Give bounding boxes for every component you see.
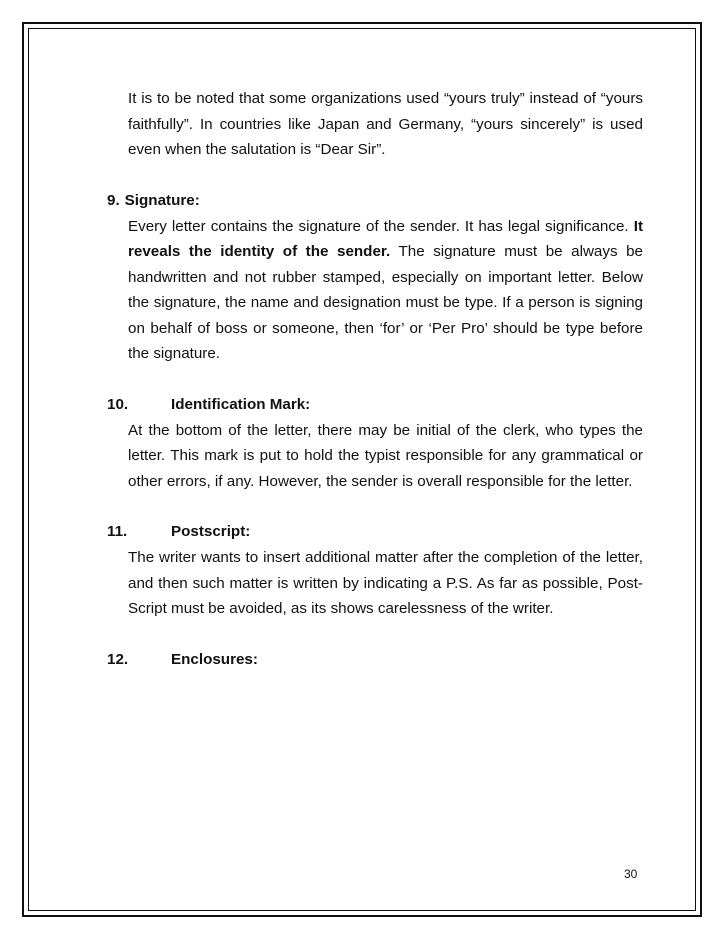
bold-text: It reveals the identity of the sender.: [128, 217, 643, 260]
section-title: Signature:: [124, 191, 200, 209]
text-part: The signature must be always be handwritten and not rubber stamped, especially on important letter. Below the signature, the name and designation must be type. If a person is signing on behalf of boss or someone, then ‘for’ or ‘Per Pro’ should be type before the signature.: [128, 243, 643, 362]
section-heading: [107, 392, 643, 418]
section-number: 10.: [107, 395, 129, 413]
section-signature: [107, 188, 643, 367]
section-number: 11.: [107, 523, 128, 540]
section-number: 9.: [107, 191, 120, 209]
intro-paragraph: It is to be noted that some organizations used “yours truly” instead of “yours faithfully”. In countries like Japan and Germany, “yours sincerely” is used even when the salutation is “Dear Sir”.: [128, 90, 643, 158]
section-paragraph: At the bottom of the letter, there may be initial of the clerk, who types the letter. This mark is put to hold the typist responsible for any grammatical or other errors, if any. However, the sender is overall responsible for the letter.: [128, 421, 643, 490]
section-title: Postscript:: [171, 523, 251, 540]
document-body: [107, 86, 643, 673]
page-number: 30: [624, 867, 638, 881]
section-paragraph: The writer wants to insert additional matter after the completion of the letter, and then such matter is written by indicating a P.S. As far as possible, Post-Script must be avoided, as its shows carelessness of the writer.: [128, 549, 643, 617]
section-heading: [107, 647, 643, 673]
section-title: Enclosures:: [171, 650, 258, 668]
section-enclosures: [107, 647, 643, 673]
section-postscript: [107, 519, 643, 622]
section-title: Identification Mark:: [171, 395, 311, 413]
section-number: 12.: [107, 650, 129, 668]
section-heading: [107, 519, 643, 545]
section-identification-mark: [107, 392, 643, 495]
text-part: Every letter contains the signature of the sender. It has legal significance.: [128, 217, 629, 235]
section-paragraph: [128, 214, 643, 367]
section-heading: [107, 188, 643, 214]
